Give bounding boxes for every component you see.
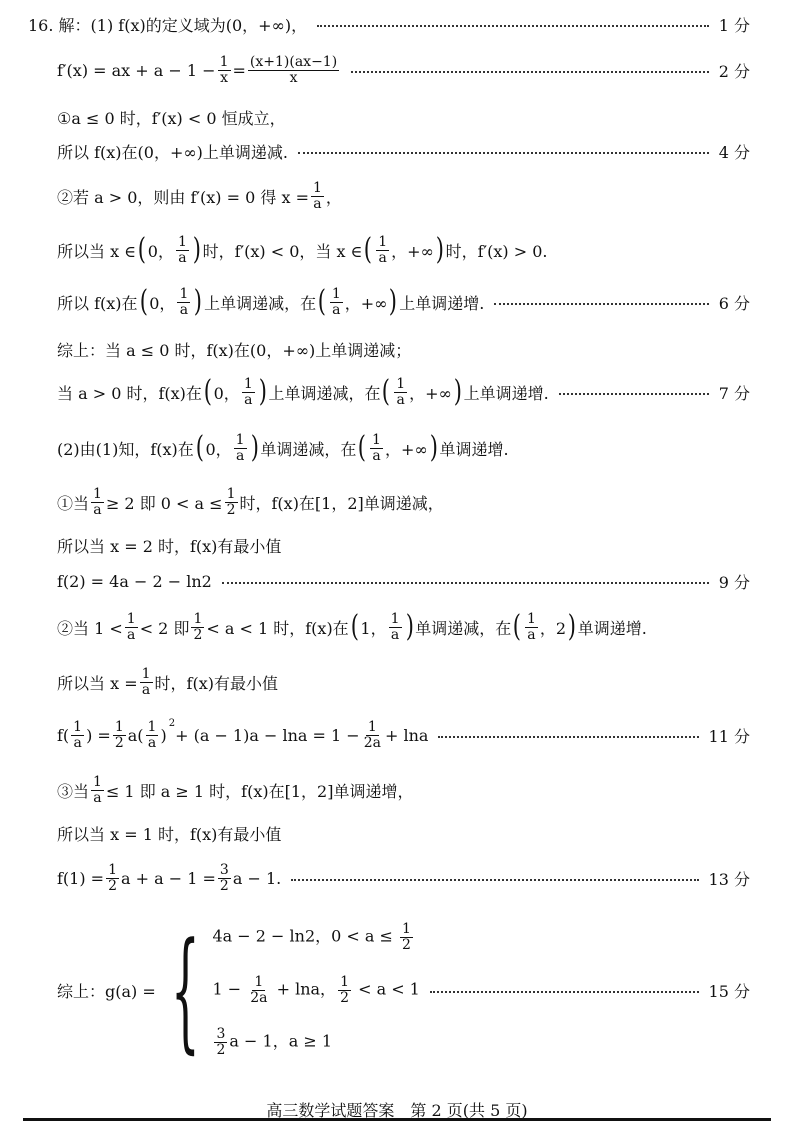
case-3: $\frac{3}{2}$ a − 1，a ≥ 1 <box>216 1026 333 1058</box>
score-label: 9 分 <box>718 572 750 592</box>
case-2: 1 − $\frac{1}{2a}$ + lna， $\frac{1}{2}$ < a < 1 <box>212 973 420 1006</box>
fraction: $\frac{1}{a}$ <box>312 179 322 212</box>
leader-dots <box>317 25 709 27</box>
solution-line-19: f(1) = $\frac{1}{2}$ a + a − 1 = $\frac{3}{2}$ a − 1. 13 分 <box>57 861 750 894</box>
solution-line-1 <box>28 4 750 44</box>
leader-dots <box>430 991 699 993</box>
solution-line-18: 所以当 x = 1 时，f(x)有最小值 <box>57 824 282 844</box>
score-label: 2 分 <box>718 61 750 81</box>
score-label: 7 分 <box>718 383 750 403</box>
score-label: 4 分 <box>718 142 750 162</box>
solution-line-11: ①当 $\frac{1}{a}$ ≥ 2 即 0 < a ≤ $\frac{1}{2}$ 时，f(x)在[1，2]单调递减， <box>57 485 444 518</box>
leader-dots <box>291 879 698 881</box>
solution-line-17: ③当 $\frac{1}{a}$ ≤ 1 即 a ≥ 1 时，f(x)在[1，2]单调递增， <box>57 773 414 806</box>
leader-dots <box>351 71 709 73</box>
solution-line-4: 所以 f(x)在(0，+∞)上单调递减. 4 分 <box>57 131 750 171</box>
score-label: 13 分 <box>708 869 750 889</box>
solution-line-2 <box>57 50 750 90</box>
leader-dots <box>494 303 708 305</box>
solution-line-16: f( $\frac{1}{a}$ ) = $\frac{1}{2}$ a( $\frac{1}{a}$ ) 2 + (a − 1)a − lna = 1 − $\frac{1}{2a}$ + lna 11 分 <box>57 717 750 751</box>
score-label: 11 分 <box>708 726 750 746</box>
solution-line-8: 综上：当 a ≤ 0 时，f(x)在(0，+∞)上单调递减； <box>57 340 412 360</box>
solution-line-6: 所以当 x ∈ ( 0， $\frac{1}{a}$ ) 时，f′(x) < 0，当 x ∈ ( $\frac{1}{a}$ ，+∞ ) 时，f′(x) > 0. <box>57 232 548 267</box>
derivative-formula: f′(x) = ax + a − 1 − $\frac{1}{x}$ = $\frac{(x+1)(ax-1)}{x}$ <box>57 53 338 86</box>
solution-line-13: f(2) = 4a − 2 − ln2 9 分 <box>57 571 750 592</box>
solution-line-3: ①a ≤ 0 时，f′(x) < 0 恒成立， <box>57 108 286 128</box>
solution-line-15: 所以当 x = $\frac{1}{a}$ 时，f(x)有最小值 <box>57 665 278 698</box>
solution-line-10: (2)由(1)知，f(x)在 ( 0， $\frac{1}{a}$ ) 单调递减，在 ( $\frac{1}{a}$ ，+∞ ) 单调递增. <box>57 430 509 465</box>
fraction: $\frac{1}{x}$ <box>219 53 229 86</box>
score-label: 1 分 <box>718 15 750 35</box>
solution-line-5: ②若 a > 0，则由 f′(x) = 0 得 x = $\frac{1}{a}$ ， <box>57 179 342 212</box>
page-footer: 高三数学试题答案 第 2 页(共 5 页) <box>266 1101 528 1120</box>
solution-line-14: ②当 1 < $\frac{1}{a}$ < 2 即 $\frac{1}{2}$ < a < 1 时，f(x)在 ( 1， $\frac{1}{a}$ ) 单调递减，在 ( $\frac{1}{a}$ ，2 ) 单调递增. <box>57 609 647 644</box>
score-label: 15 分 <box>708 981 750 1001</box>
leader-dots <box>559 393 709 395</box>
solution-line-20 <box>57 910 750 1070</box>
leader-dots <box>298 152 709 154</box>
fraction: $\frac{(x+1)(ax-1)}{x}$ <box>249 53 338 86</box>
score-label: 6 分 <box>718 293 750 313</box>
leader-dots <box>438 736 698 738</box>
line-text: 16. 解：(1) f(x)的定义域为(0，+∞)， <box>28 15 308 35</box>
leader-dots <box>222 582 709 584</box>
solution-line-12: 所以当 x = 2 时，f(x)有最小值 <box>57 536 282 556</box>
piecewise-function: 综上：g(a) = { 4a − 2 − ln2，0 < a ≤ $\frac{1}{2}$ 1 − $\frac{1}{2a}$ + lna， $\frac{1}{2}$ < a < 1 $\frac{3}{2}$ a − 1，a ≥ 1 <box>57 914 420 1066</box>
case-1: 4a − 2 − ln2，0 < a ≤ $\frac{1}{2}$ <box>212 921 411 954</box>
solution-line-7: 所以 f(x)在 ( 0， $\frac{1}{a}$ ) 上单调递减，在 ( $\frac{1}{a}$ ，+∞ ) 上单调递增. 6 分 <box>57 284 750 319</box>
footer-rule <box>23 1118 771 1121</box>
solution-line-9: 当 a > 0 时，f(x)在 ( 0， $\frac{1}{a}$ ) 上单调递减，在 ( $\frac{1}{a}$ ，+∞ ) 上单调递增. 7 分 <box>57 374 750 409</box>
